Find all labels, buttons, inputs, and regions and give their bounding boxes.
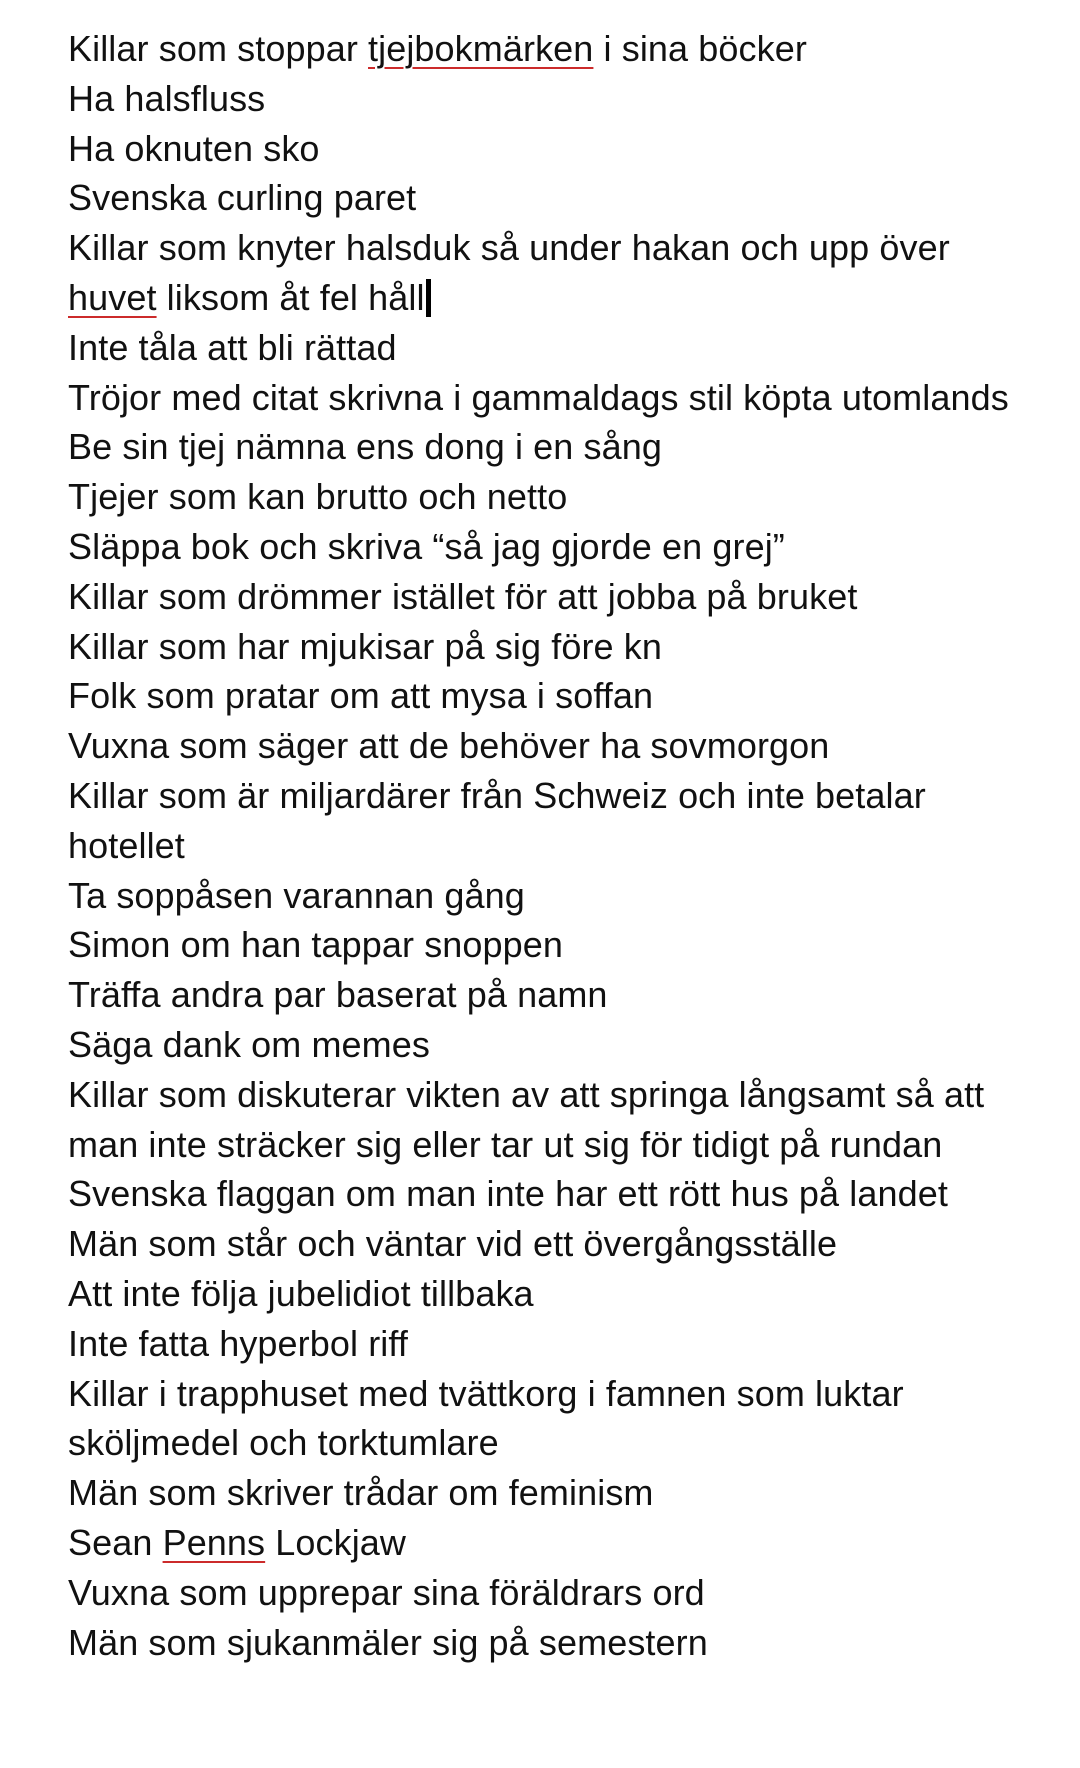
document-line (68, 671, 1028, 721)
text-segment: Svenska flaggan om man inte har ett rött hus på landet (68, 1173, 948, 1215)
text-segment: Säga dank om memes (68, 1023, 430, 1065)
text-segment: Ta soppåsen varannan gång (68, 874, 525, 916)
text-segment: Killar som knyter halsduk så under hakan och upp över (68, 227, 960, 269)
text-segment: Män som skriver trådar om feminism (68, 1472, 654, 1514)
text-segment: Killar i trapphuset med tvättkorg i famnen som luktar sköljmedel och torktumlare (68, 1372, 914, 1464)
text-segment: Vuxna som säger att de behöver ha sovmorgon (68, 725, 830, 767)
text-segment: Svenska curling paret (68, 177, 417, 219)
document-line (68, 373, 1028, 423)
text-segment: Killar som stoppar (68, 28, 369, 69)
document-line (68, 1070, 1028, 1170)
document-line (68, 1319, 1028, 1369)
document-line (68, 771, 1028, 871)
document-line (68, 1468, 1028, 1518)
text-segment: Vuxna som upprepar sina föräldrars ord (68, 1571, 705, 1613)
document-line (68, 1020, 1028, 1070)
document-line (68, 1568, 1028, 1618)
text-segment: Släppa bok och skriva “så jag gjorde en grej” (68, 525, 785, 567)
document-line (68, 323, 1028, 373)
document-line (68, 1219, 1028, 1269)
document-line (68, 920, 1028, 970)
document-line (68, 871, 1028, 921)
document-line (68, 572, 1028, 622)
text-segment: Killar som drömmer istället för att jobba på bruket (68, 575, 858, 617)
document-line (68, 1518, 1028, 1568)
text-segment: Att inte följa jubelidiot tillbaka (68, 1272, 534, 1314)
text-segment: Sean (68, 1521, 163, 1563)
document-line (68, 173, 1028, 223)
document-line (68, 1369, 1028, 1469)
text-segment: i sina böcker (593, 28, 807, 69)
document-line (68, 1618, 1028, 1668)
text-segment: Män som står och väntar vid ett övergångsställe (68, 1223, 838, 1265)
text-segment: Be sin tjej nämna ens dong i en sång (68, 426, 662, 468)
document-line (68, 1169, 1028, 1219)
text-segment: Tjejer som kan brutto och netto (68, 476, 568, 518)
document-line (68, 622, 1028, 672)
text-segment: Inte tåla att bli rättad (68, 326, 397, 368)
document-line (68, 1269, 1028, 1319)
document-line (68, 472, 1028, 522)
misspelled-word[interactable]: tjejbokmärken (368, 28, 594, 69)
text-segment: Ha oknuten sko (68, 127, 320, 169)
text-segment: Inte fatta hyperbol riff (68, 1322, 408, 1364)
text-segment: Killar som har mjukisar på sig före kn (68, 625, 663, 667)
text-segment: Folk som pratar om att mysa i soffan (68, 675, 654, 717)
text-segment: Ha halsfluss (68, 77, 266, 119)
text-segment: Män som sjukanmäler sig på semestern (68, 1621, 708, 1663)
document-line (68, 24, 1028, 74)
text-segment: Tröjor med citat skrivna i gammaldags stil köpta utomlands (68, 376, 1009, 418)
text-segment: liksom åt fel håll (156, 276, 425, 318)
document-line (68, 124, 1028, 174)
document-line (68, 522, 1028, 572)
text-cursor (426, 279, 431, 317)
text-segment: Killar som diskuterar vikten av att springa långsamt så att man inte sträcker sig eller tar ut sig för tidigt på rundan (68, 1073, 995, 1165)
text-segment: Killar som är miljardärer från Schweiz och inte betalar hotellet (68, 774, 936, 866)
document-line (68, 721, 1028, 771)
text-segment: Lockjaw (265, 1521, 407, 1563)
text-segment: Simon om han tappar snoppen (68, 924, 564, 966)
document-line (68, 223, 1028, 323)
misspelled-word[interactable]: huvet (68, 276, 157, 318)
text-segment: Träffa andra par baserat på namn (68, 974, 608, 1016)
misspelled-word[interactable]: Penns (162, 1521, 266, 1563)
document-line (68, 970, 1028, 1020)
document-body[interactable] (68, 24, 1028, 1667)
document-line (68, 422, 1028, 472)
document-line (68, 74, 1028, 124)
